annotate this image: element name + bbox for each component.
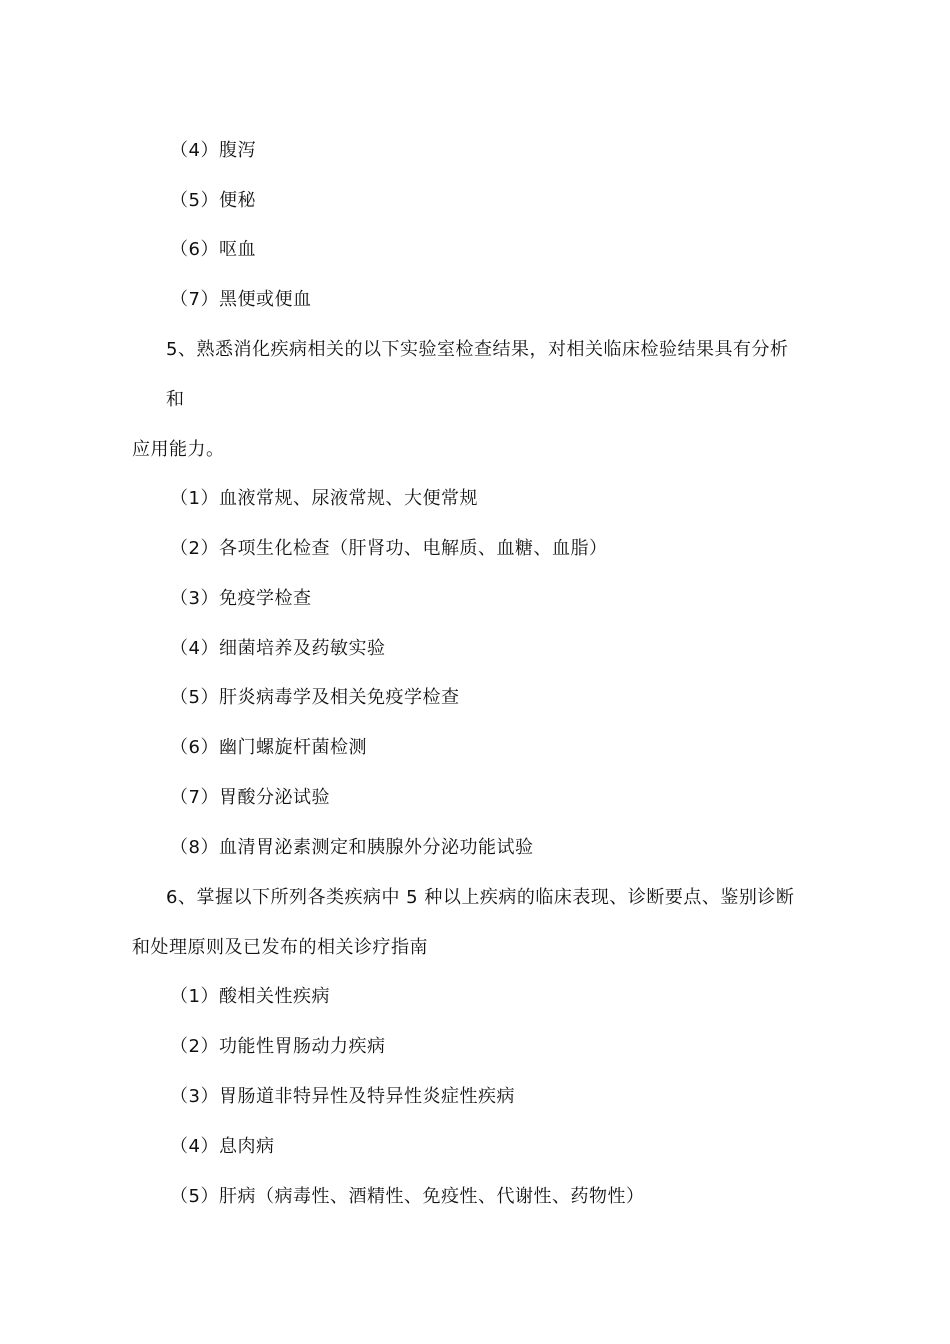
list-item-h-pylori: （6）幽门螺旋杆菌检测	[170, 737, 367, 758]
list-item-routine-tests: （1）血液常规、尿液常规、大便常规	[170, 488, 478, 509]
section-5-heading-cont: 和	[166, 389, 185, 410]
section-6-heading: 6、掌握以下所列各类疾病中 5 种以上疾病的临床表现、诊断要点、鉴别诊断	[166, 887, 795, 908]
list-item-diarrhea: （4）腹泻	[170, 140, 256, 161]
list-item-hematemesis: （6）呕血	[170, 239, 256, 260]
list-item-polyposis: （4）息肉病	[170, 1136, 275, 1157]
list-item-hepatitis-virology: （5）肝炎病毒学及相关免疫学检查	[170, 687, 460, 708]
section-5-heading: 5、熟悉消化疾病相关的以下实验室检查结果，对相关临床检验结果具有分析	[166, 339, 789, 360]
section-6-heading-cont: 和处理原则及已发布的相关诊疗指南	[132, 937, 428, 958]
list-item-acid-related: （1）酸相关性疾病	[170, 986, 330, 1007]
list-item-liver-disease: （5）肝病（病毒性、酒精性、免疫性、代谢性、药物性）	[170, 1186, 645, 1207]
list-item-gastric-acid: （7）胃酸分泌试验	[170, 787, 330, 808]
list-item-constipation: （5）便秘	[170, 190, 256, 211]
list-item-biochemistry: （2）各项生化检查（肝肾功、电解质、血糖、血脂）	[170, 538, 608, 559]
list-item-bacterial-culture: （4）细菌培养及药敏实验	[170, 638, 386, 659]
list-item-functional-gi: （2）功能性胃肠动力疾病	[170, 1036, 386, 1057]
list-item-gastrin: （8）血清胃泌素测定和胰腺外分泌功能试验	[170, 837, 534, 858]
list-item-immunology: （3）免疫学检查	[170, 588, 312, 609]
section-5-heading-end: 应用能力。	[132, 439, 225, 460]
list-item-melena: （7）黑便或便血	[170, 289, 312, 310]
list-item-inflammatory: （3）胃肠道非特异性及特异性炎症性疾病	[170, 1086, 515, 1107]
